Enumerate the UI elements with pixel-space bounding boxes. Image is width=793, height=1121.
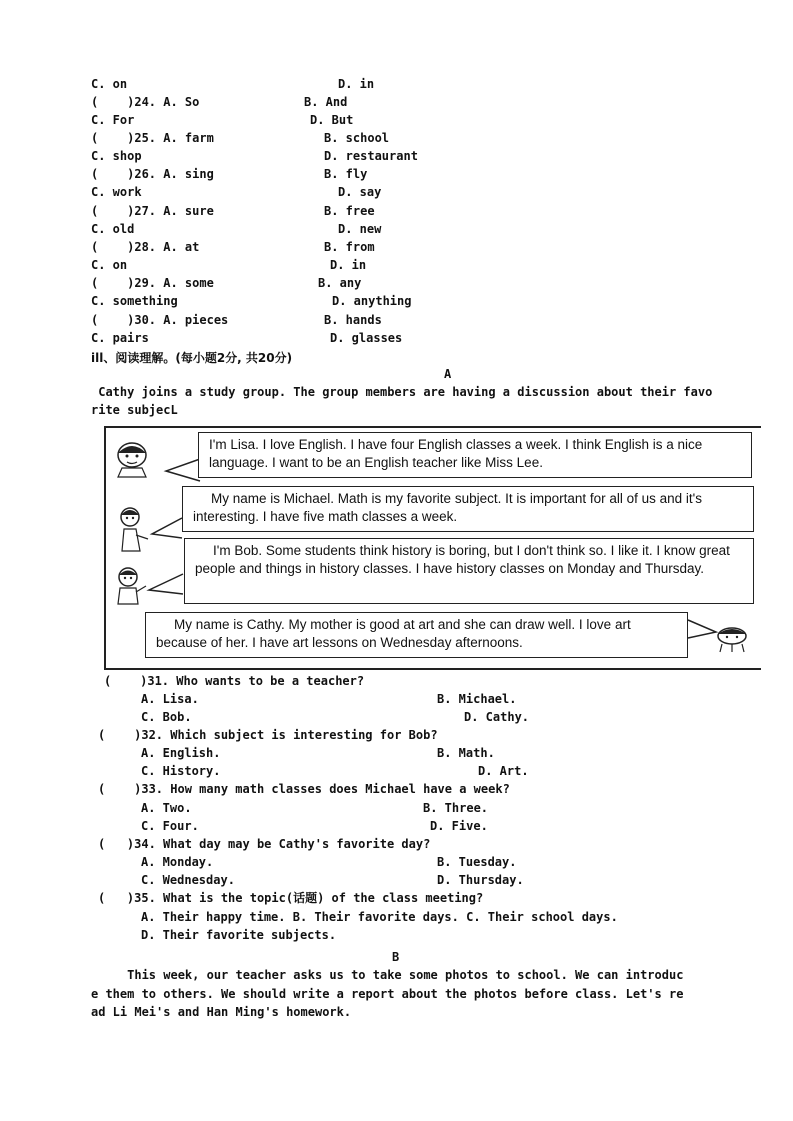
option-line: C. on (91, 77, 128, 91)
bubble-tail (145, 570, 185, 600)
answer-option: C. Bob. (141, 710, 192, 724)
bubble-text: I'm Lisa. I love English. I have four English classes a week. I think English is a nice language. I want to be an English teacher like Miss Lee. (209, 437, 703, 470)
speech-bubble-lisa (198, 432, 752, 478)
answer-option: D. Thursday. (437, 873, 524, 887)
option-line: B. And (304, 95, 348, 109)
option-line: D. say (338, 185, 382, 199)
answer-option: D. Their favorite subjects. (141, 928, 337, 942)
answer-option: C. History. (141, 764, 221, 778)
option-line: B. any (318, 276, 362, 290)
speech-bubble-cathy (145, 612, 688, 658)
option-line: D. glasses (330, 331, 403, 345)
passage-b-line: This week, our teacher asks us to take some photos to school. We can introduc (91, 968, 684, 982)
question-stem: ( )32. Which subject is interesting for Bob? (98, 728, 438, 742)
question-line: ( )29. A. some (91, 276, 214, 290)
answer-option: B. Math. (437, 746, 495, 760)
option-line: C. For (91, 113, 135, 127)
speech-bubble-bob (184, 538, 754, 604)
option-line: C. pairs (91, 331, 149, 345)
answer-option: A. Lisa. (141, 692, 199, 706)
bubble-text: My name is Cathy. My mother is good at art and she can draw well. I love art because of her. I have art lessons on Wednesday afternoons. (156, 617, 631, 650)
option-line: D. in (338, 77, 375, 91)
answer-option: D. Cathy. (464, 710, 530, 724)
passage-a-label: A (444, 367, 452, 381)
boy-avatar-icon (116, 505, 152, 555)
bubble-text: My name is Michael. Math is my favorite subject. It is important for all of us and it's interesting. I have five math classes a week. (193, 491, 703, 524)
answer-option: C. Four. (141, 819, 199, 833)
option-line: B. from (324, 240, 375, 254)
option-line: C. something (91, 294, 178, 308)
option-line: B. fly (324, 167, 368, 181)
section-heading: ill、阅读理解。(每小题2分, 共20分) (91, 351, 293, 365)
bubble-tail (148, 514, 184, 544)
answer-option: A. English. (141, 746, 221, 760)
question-line: ( )30. A. pieces (91, 313, 229, 327)
speech-bubble-michael (182, 486, 754, 532)
bubble-tail (160, 455, 202, 485)
question-line: ( )27. A. sure (91, 204, 214, 218)
question-line: ( )26. A. sing (91, 167, 214, 181)
girl-avatar-icon (112, 435, 156, 479)
answer-option: A. Their happy time. B. Their favorite days. C. Their school days. (141, 910, 618, 924)
passage-b-line: ad Li Mei's and Han Ming's homework. (91, 1005, 352, 1019)
question-stem: ( )35. What is the topic(话题) of the class meeting? (98, 891, 484, 905)
option-line: B. hands (324, 313, 382, 327)
option-line: C. shop (91, 149, 142, 163)
question-line: ( )24. A. So (91, 95, 200, 109)
question-stem: ( )31. Who wants to be a teacher? (104, 674, 365, 688)
option-line: D. But (310, 113, 354, 127)
answer-option: B. Michael. (437, 692, 517, 706)
answer-option: D. Art. (478, 764, 529, 778)
answer-option: A. Monday. (141, 855, 214, 869)
question-stem: ( )33. How many math classes does Michael have a week? (98, 782, 510, 796)
question-line: ( )28. A. at (91, 240, 200, 254)
option-line: C. work (91, 185, 142, 199)
option-line: D. new (338, 222, 382, 236)
answer-option: C. Wednesday. (141, 873, 235, 887)
option-line: B. school (324, 131, 390, 145)
bubble-tail (686, 614, 720, 644)
passage-b-line: e them to others. We should write a report about the photos before class. Let's re (91, 987, 684, 1001)
question-stem: ( )34. What day may be Cathy's favorite day? (98, 837, 431, 851)
question-line: ( )25. A. farm (91, 131, 214, 145)
passage-b-label: B (392, 950, 400, 964)
option-line: D. anything (332, 294, 412, 308)
option-line: C. old (91, 222, 135, 236)
option-line: D. restaurant (324, 149, 418, 163)
bubble-text: I'm Bob. Some students think history is boring, but I don't think so. I like it. I know great people and things in history classes. I have history classes on Monday and Thursday. (195, 543, 730, 576)
answer-option: B. Three. (423, 801, 489, 815)
option-line: D. in (330, 258, 367, 272)
passage-a-intro-cont: rite subjecL (91, 403, 178, 417)
answer-option: A. Two. (141, 801, 192, 815)
answer-option: D. Five. (430, 819, 488, 833)
option-line: C. on (91, 258, 128, 272)
option-line: B. free (324, 204, 375, 218)
passage-a-intro: Cathy joins a study group. The group members are having a discussion about their favo (91, 385, 713, 399)
answer-option: B. Tuesday. (437, 855, 517, 869)
